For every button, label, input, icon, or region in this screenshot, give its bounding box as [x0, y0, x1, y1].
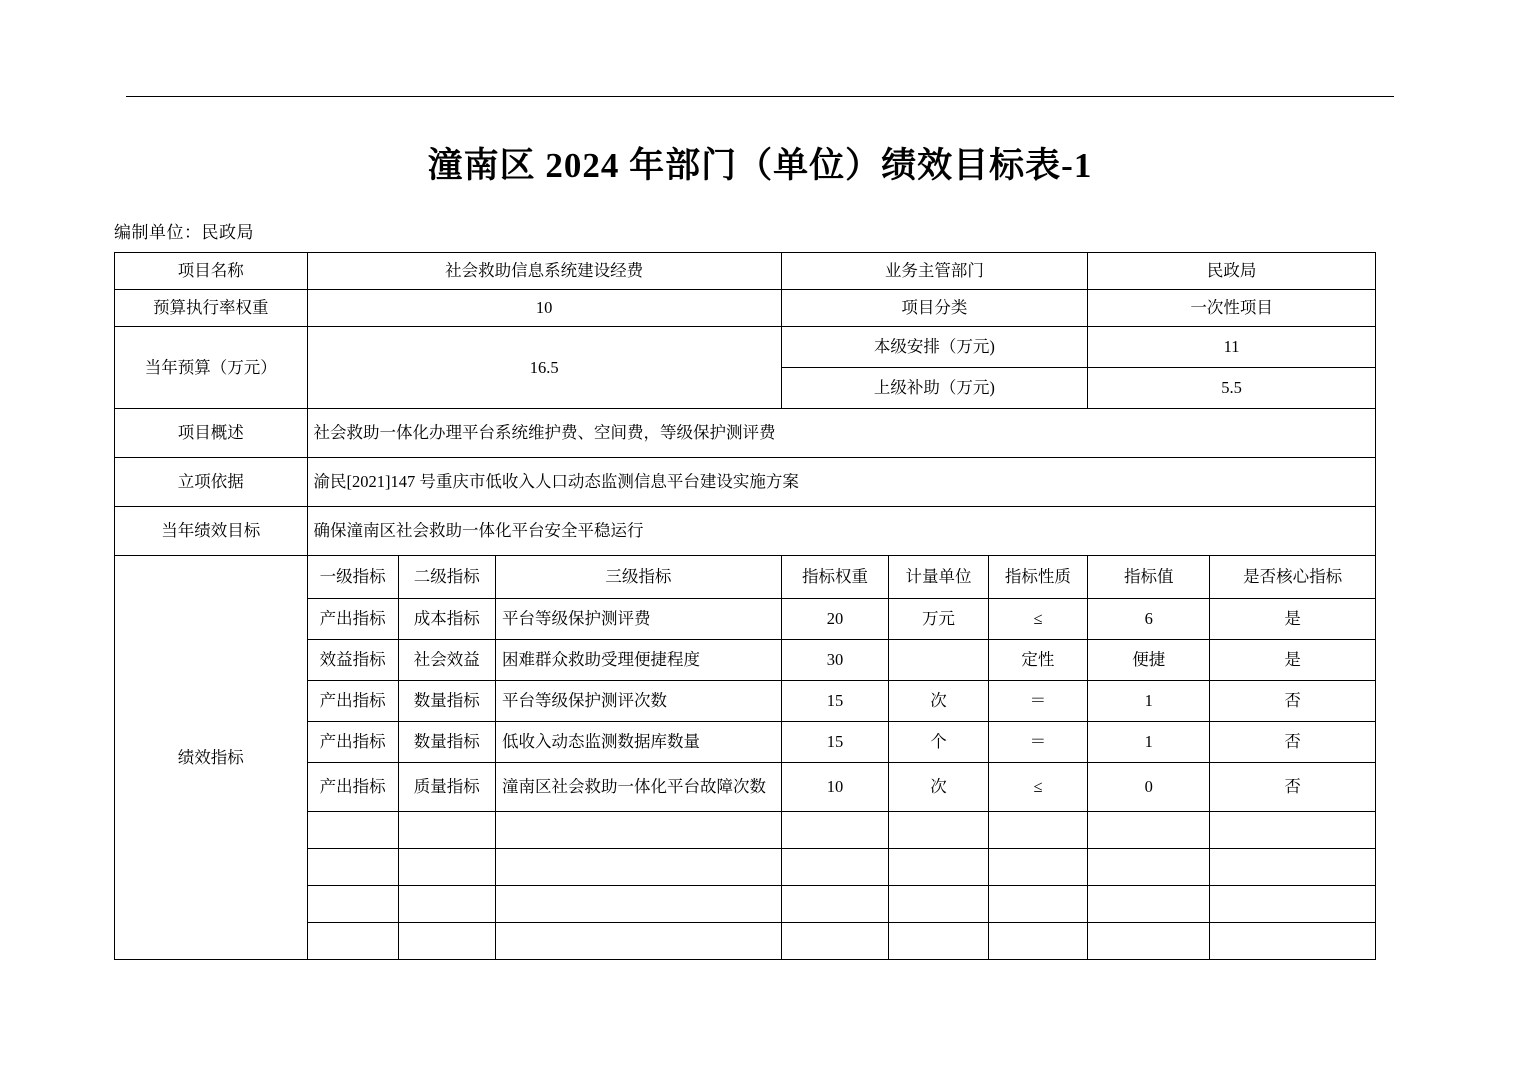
indicator-nature — [988, 923, 1087, 960]
indicator-core: 否 — [1210, 681, 1376, 722]
indicator-level1 — [307, 886, 398, 923]
budget-rate-label: 预算执行率权重 — [115, 290, 308, 327]
indicator-level3: 潼南区社会救助一体化平台故障次数 — [495, 763, 781, 812]
indicator-level1: 产出指标 — [307, 722, 398, 763]
goal-value: 确保潼南区社会救助一体化平台安全平稳运行 — [307, 507, 1375, 556]
indicator-level3 — [495, 886, 781, 923]
indicator-nature: ≤ — [988, 763, 1087, 812]
indicator-weight: 30 — [781, 640, 889, 681]
basis-label: 立项依据 — [115, 458, 308, 507]
indicator-level2: 质量指标 — [398, 763, 495, 812]
indicator-level1: 产出指标 — [307, 763, 398, 812]
indicator-level2: 数量指标 — [398, 722, 495, 763]
indicator-value — [1088, 849, 1210, 886]
indicator-level2: 成本指标 — [398, 599, 495, 640]
indicator-weight: 15 — [781, 722, 889, 763]
header-value: 指标值 — [1088, 556, 1210, 599]
indicator-core: 否 — [1210, 722, 1376, 763]
indicator-level3 — [495, 849, 781, 886]
indicator-nature: ＝ — [988, 681, 1087, 722]
indicator-core — [1210, 886, 1376, 923]
indicator-core — [1210, 812, 1376, 849]
indicator-level1: 产出指标 — [307, 681, 398, 722]
indicator-core — [1210, 849, 1376, 886]
header-core: 是否核心指标 — [1210, 556, 1376, 599]
indicator-value — [1088, 812, 1210, 849]
table-row — [115, 507, 1376, 556]
indicator-weight: 10 — [781, 763, 889, 812]
header-level3: 三级指标 — [495, 556, 781, 599]
indicator-value: 1 — [1088, 722, 1210, 763]
indicator-unit — [889, 640, 988, 681]
header-weight: 指标权重 — [781, 556, 889, 599]
indicator-level1 — [307, 849, 398, 886]
indicator-weight — [781, 886, 889, 923]
performance-target-table — [114, 252, 1376, 960]
indicator-value: 0 — [1088, 763, 1210, 812]
indicator-unit: 个 — [889, 722, 988, 763]
indicator-level3 — [495, 923, 781, 960]
goal-label: 当年绩效目标 — [115, 507, 308, 556]
indicator-level2 — [398, 923, 495, 960]
indicator-level1: 效益指标 — [307, 640, 398, 681]
indicator-unit: 次 — [889, 681, 988, 722]
upper-subsidy-value: 5.5 — [1088, 368, 1376, 409]
indicator-level2: 社会效益 — [398, 640, 495, 681]
basis-value: 渝民[2021]147 号重庆市低收入人口动态监测信息平台建设实施方案 — [307, 458, 1375, 507]
indicator-value — [1088, 923, 1210, 960]
page-title: 潼南区 2024 年部门（单位）绩效目标表-1 — [427, 146, 1093, 185]
dept-label: 业务主管部门 — [781, 253, 1087, 290]
indicator-nature: ＝ — [988, 722, 1087, 763]
local-arrange-value: 11 — [1088, 327, 1376, 368]
category-label: 项目分类 — [781, 290, 1087, 327]
overview-value: 社会救助一体化办理平台系统维护费、空间费，等级保护测评费 — [307, 409, 1375, 458]
table-row — [115, 458, 1376, 507]
project-name-value: 社会救助信息系统建设经费 — [307, 253, 781, 290]
indicator-level1 — [307, 812, 398, 849]
indicator-nature — [988, 886, 1087, 923]
indicator-weight: 20 — [781, 599, 889, 640]
indicator-unit — [889, 886, 988, 923]
table-row — [115, 556, 1376, 599]
indicator-level1: 产出指标 — [307, 599, 398, 640]
year-budget-value: 16.5 — [307, 327, 781, 409]
indicator-unit — [889, 849, 988, 886]
indicator-unit — [889, 812, 988, 849]
header-rule — [126, 96, 1394, 97]
dept-value: 民政局 — [1088, 253, 1376, 290]
indicator-value: 便捷 — [1088, 640, 1210, 681]
indicator-level2 — [398, 812, 495, 849]
project-name-label: 项目名称 — [115, 253, 308, 290]
prepared-by-label: 编制单位：民政局 — [114, 223, 254, 242]
indicator-value: 1 — [1088, 681, 1210, 722]
indicator-value: 6 — [1088, 599, 1210, 640]
indicator-nature — [988, 849, 1087, 886]
year-budget-label: 当年预算（万元） — [115, 327, 308, 409]
indicator-nature — [988, 812, 1087, 849]
indicator-core: 否 — [1210, 763, 1376, 812]
indicator-core — [1210, 923, 1376, 960]
table-row — [115, 409, 1376, 458]
budget-rate-value: 10 — [307, 290, 781, 327]
indicator-unit — [889, 923, 988, 960]
indicator-level3: 平台等级保护测评费 — [495, 599, 781, 640]
header-level2: 二级指标 — [398, 556, 495, 599]
indicator-level3: 低收入动态监测数据库数量 — [495, 722, 781, 763]
indicator-level2 — [398, 886, 495, 923]
header-unit: 计量单位 — [889, 556, 988, 599]
indicator-weight — [781, 923, 889, 960]
upper-subsidy-label: 上级补助（万元) — [781, 368, 1087, 409]
header-nature: 指标性质 — [988, 556, 1087, 599]
indicator-value — [1088, 886, 1210, 923]
indicator-level3: 平台等级保护测评次数 — [495, 681, 781, 722]
table-row — [115, 290, 1376, 327]
indicator-weight — [781, 812, 889, 849]
indicator-level1 — [307, 923, 398, 960]
indicator-weight — [781, 849, 889, 886]
local-arrange-label: 本级安排（万元) — [781, 327, 1087, 368]
table-row — [115, 253, 1376, 290]
header-level1: 一级指标 — [307, 556, 398, 599]
indicator-unit: 次 — [889, 763, 988, 812]
indicator-core: 是 — [1210, 640, 1376, 681]
indicator-unit: 万元 — [889, 599, 988, 640]
indicator-level2 — [398, 849, 495, 886]
table-row — [115, 327, 1376, 368]
indicator-weight: 15 — [781, 681, 889, 722]
indicator-level3: 困难群众救助受理便捷程度 — [495, 640, 781, 681]
category-value: 一次性项目 — [1088, 290, 1376, 327]
indicator-core: 是 — [1210, 599, 1376, 640]
indicator-nature: ≤ — [988, 599, 1087, 640]
indicator-level2: 数量指标 — [398, 681, 495, 722]
overview-label: 项目概述 — [115, 409, 308, 458]
indicator-level3 — [495, 812, 781, 849]
indicator-nature: 定性 — [988, 640, 1087, 681]
performance-section-label: 绩效指标 — [115, 556, 308, 960]
